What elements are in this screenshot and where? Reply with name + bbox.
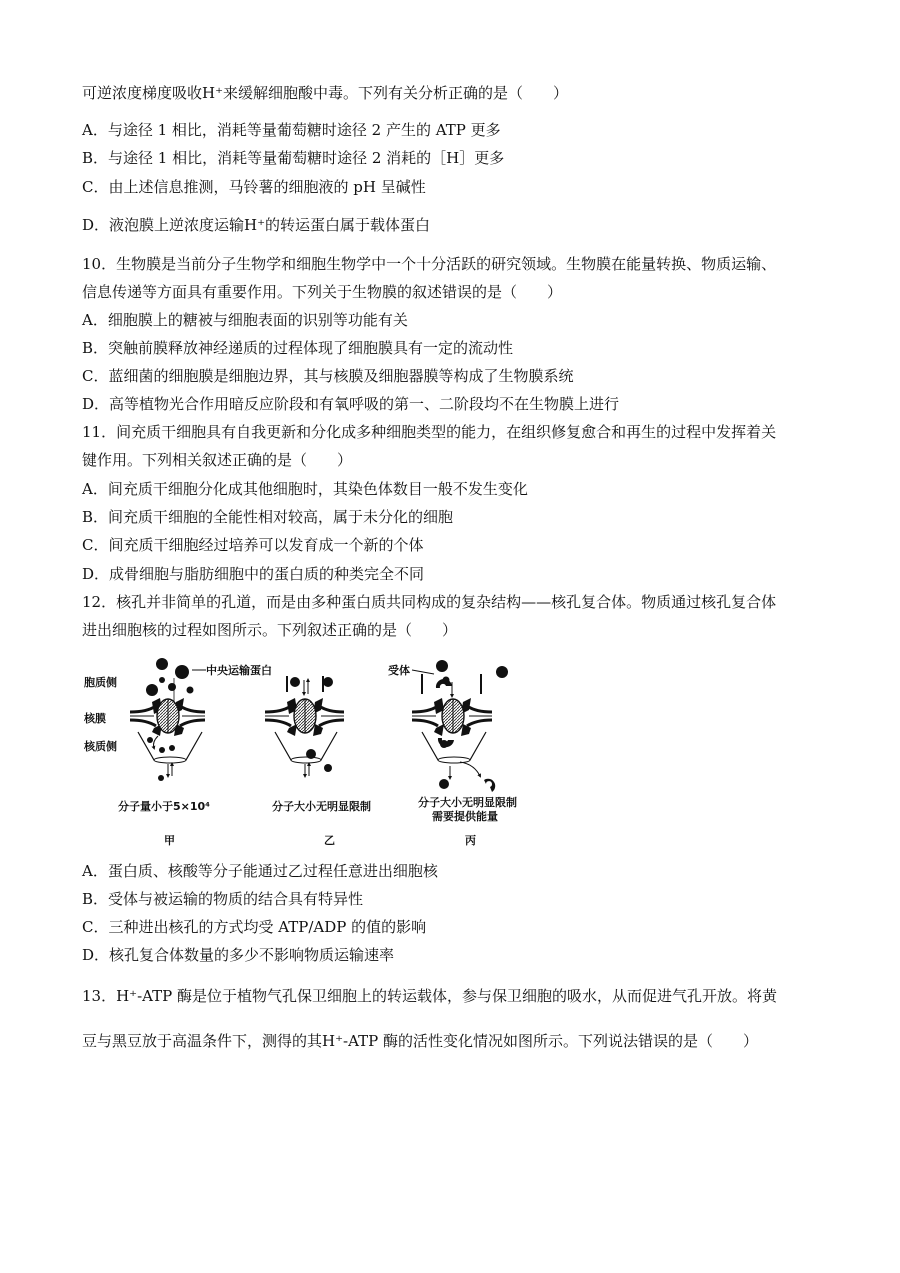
panel-label-bing: 丙 (465, 834, 476, 847)
q10-option-c: C．蓝细菌的细胞膜是细胞边界，其与核膜及细胞器膜等构成了生物膜系统 (82, 367, 574, 385)
q10-stem-line-1: 10．生物膜是当前分子生物学和细胞生物学中一个十分活跃的研究领域。生物膜在能量转换、物质运输、 (82, 255, 777, 273)
q11-option-a: A．间充质干细胞分化成其他细胞时，其染色体数目一般不发生变化 (82, 480, 528, 498)
caption-jia: 分子量小于5×10⁴ (118, 800, 210, 813)
q12-option-b: B．受体与被运输的物质的结合具有特异性 (82, 890, 364, 908)
q11-stem-line-1: 11．间充质干细胞具有自我更新和分化成多种细胞类型的能力，在组织修复愈合和再生的过程中发挥着关 (82, 423, 777, 441)
q12-option-c: C．三种进出核孔的方式均受 ATP/ADP 的值的影响 (82, 918, 427, 936)
panel-bing-diagram (412, 660, 508, 792)
q10-option-a: A．细胞膜上的糖被与细胞表面的识别等功能有关 (82, 311, 408, 329)
q11-stem-line-2: 键作用。下列相关叙述正确的是（ ） (82, 451, 353, 469)
caption-bing-line-1: 分子大小无明显限制 (418, 796, 517, 809)
nuclear-membrane-label: 核膜 (84, 712, 106, 725)
q11-option-b: B．间充质干细胞的全能性相对较高，属于未分化的细胞 (82, 508, 454, 526)
q9-option-a: A．与途径 1 相比，消耗等量葡萄糖时途径 2 产生的 ATP 更多 (82, 121, 501, 139)
panel-label-jia: 甲 (164, 834, 175, 847)
panel-label-yi: 乙 (324, 834, 335, 847)
q10-stem-line-2: 信息传递等方面具有重要作用。下列关于生物膜的叙述错误的是（ ） (82, 283, 563, 301)
q12-option-d: D．核孔复合体数量的多少不影响物质运输速率 (82, 946, 395, 964)
nuclear-pore-diagram (82, 652, 542, 852)
q9-option-d: D．液泡膜上逆浓度运输H⁺的转运蛋白属于载体蛋白 (82, 216, 431, 234)
caption-yi: 分子大小无明显限制 (272, 800, 371, 813)
q12-option-a: A．蛋白质、核酸等分子能通过乙过程任意进出细胞核 (82, 862, 438, 880)
q10-option-d: D．高等植物光合作用暗反应阶段和有氧呼吸的第一、二阶段均不在生物膜上进行 (82, 395, 620, 413)
q13-stem-line-2: 豆与黑豆放于高温条件下，测得的其H⁺-ATP 酶的活性变化情况如图所示。下列说法错误的是（ ） (82, 1032, 758, 1050)
nuclear-pore-figure (82, 652, 542, 852)
q11-option-d: D．成骨细胞与脂肪细胞中的蛋白质的种类完全不同 (82, 565, 425, 583)
q13-stem-line-1: 13．H⁺-ATP 酶是位于植物气孔保卫细胞上的转运载体，参与保卫细胞的吸水，从而促进气孔开放。将黄 (82, 987, 778, 1005)
q11-option-c: C．间充质干细胞经过培养可以发育成一个新的个体 (82, 536, 424, 554)
q12-stem-line-2: 进出细胞核的过程如图所示。下列叙述正确的是（ ） (82, 621, 458, 639)
q9-option-c: C．由上述信息推测，马铃薯的细胞液的 pH 呈碱性 (82, 178, 426, 196)
q10-option-b: B．突触前膜释放神经递质的过程体现了细胞膜具有一定的流动性 (82, 339, 514, 357)
q12-stem-line-1: 12．核孔并非简单的孔道，而是由多种蛋白质共同构成的复杂结构——核孔复合体。物质通过核孔复合体 (82, 593, 777, 611)
nucleoplasm-side-label: 核质侧 (84, 740, 117, 753)
receptor-label: 受体 (388, 664, 410, 677)
central-transport-protein-label: 中央运输蛋白 (206, 664, 272, 677)
caption-bing-line-2: 需要提供能量 (432, 810, 498, 823)
panel-jia-diagram (130, 658, 205, 781)
panel-yi-diagram (265, 676, 344, 776)
q9-stem: 可逆浓度梯度吸收H⁺来缓解细胞酸中毒。下列有关分析正确的是（ ） (82, 84, 569, 102)
q9-option-b: B．与途径 1 相比，消耗等量葡萄糖时途径 2 消耗的［H］更多 (82, 149, 505, 167)
cytoplasm-side-label: 胞质侧 (84, 676, 117, 689)
